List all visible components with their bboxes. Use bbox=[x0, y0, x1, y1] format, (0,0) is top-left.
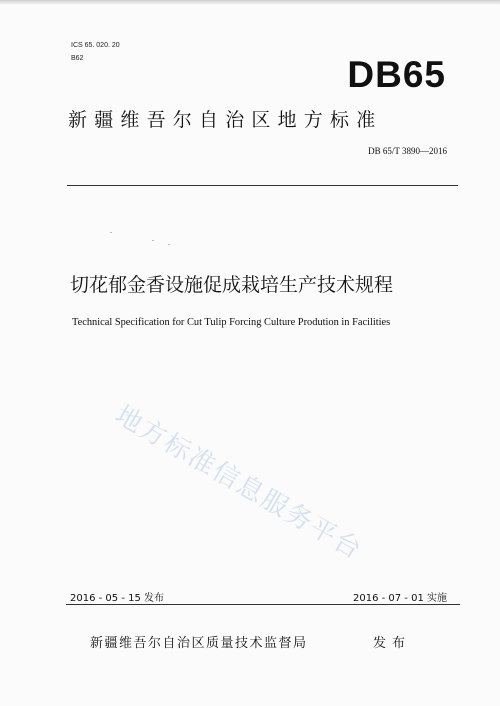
bottom-divider bbox=[66, 604, 460, 605]
standard-number: DB 65/T 3890—2016 bbox=[368, 146, 447, 156]
scan-speck bbox=[152, 240, 154, 241]
issuing-authority: 新疆维吾尔自治区质量技术监督局 bbox=[90, 636, 308, 651]
implementation-date: 2016 - 07 - 01 实施 bbox=[352, 593, 447, 604]
issue-label: 发布 bbox=[373, 636, 412, 651]
ics-code: ICS 65. 020. 20 bbox=[71, 42, 120, 49]
document-title-english: Technical Specification for Cut Tulip Forcing Culture Prodution in Facilities bbox=[72, 317, 391, 328]
issue-date: 2016 - 05 - 15 发布 bbox=[70, 593, 165, 604]
ccs-code: B62 bbox=[71, 55, 84, 62]
scan-speck bbox=[110, 232, 112, 233]
top-divider bbox=[67, 185, 458, 186]
document-title-chinese: 切花郁金香设施促成栽培生产技术规程 bbox=[70, 274, 394, 296]
watermark-text: 地方标准信息服务平台 bbox=[110, 400, 368, 567]
scan-speck bbox=[168, 244, 170, 245]
standard-category-title: 新疆维吾尔自治区地方标准 bbox=[68, 109, 383, 131]
standard-mark: DB65 bbox=[347, 54, 446, 95]
